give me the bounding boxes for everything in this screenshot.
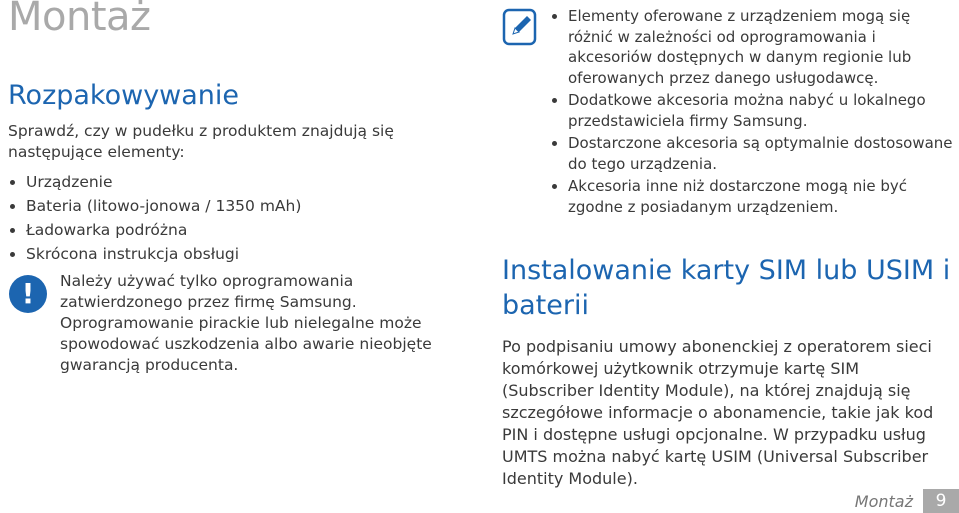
warning-note: [8, 271, 478, 376]
right-column: [502, 6, 954, 490]
bullet-icon: [10, 252, 15, 257]
unpacking-intro: Sprawdź, czy w pudełku z produktem znajdują się następujące elementy:: [8, 122, 394, 162]
warning-text: Należy używać tylko oprogramowania zatwierdzonego przez firmę Samsung. Oprogramowanie pirackie lub nielegalne może spowodować uszkodzenia albo awarie nieobjęte gwarancją producenta.: [60, 272, 432, 375]
unpacking-heading: Rozpakowywanie: [8, 80, 240, 111]
unpacking-section: [8, 80, 478, 376]
list-item: Ładowarka podróżna: [8, 218, 478, 242]
list-item: Dodatkowe akcesoria można nabyć u lokalnego przedstawiciela firmy Samsung.: [550, 90, 954, 131]
page-footer: [855, 489, 959, 513]
page-number: 9: [923, 489, 959, 513]
list-item: Bateria (litowo-jonowa / 1350 mAh): [8, 194, 478, 218]
list-item: Elementy oferowane z urządzeniem mogą się różnić w zależności od oprogramowania i akcesoriów dostępnych w danym regionie lub oferowanych przez danego usługodawcę.: [550, 6, 954, 88]
chapter-title: Montaż: [8, 0, 151, 40]
list-item: Skrócona instrukcja obsługi: [8, 242, 478, 266]
bullet-icon: [552, 98, 557, 103]
footer-section-name: Montaż: [854, 491, 913, 511]
note-icon: [502, 8, 538, 46]
accessories-note: [502, 6, 954, 217]
sim-heading: Instalowanie karty SIM lub USIM i baterii: [502, 255, 951, 321]
list-item: Dostarczone akcesoria są optymalnie dostosowane do tego urządzenia.: [550, 133, 954, 174]
package-contents-list: [8, 170, 478, 266]
bullet-icon: [552, 141, 557, 146]
sim-text: Po podpisaniu umowy abonenckiej z operatorem sieci komórkowej użytkownik otrzymuje kartę SIM (Subscriber Identity Module), na której znajdują się szczegółowe informacje o abonamencie, takie jak kod PIN i dostępne usługi opcjonalne. W przypadku usług UMTS można nabyć kartę USIM (Universal Subscriber Identity Module).: [502, 337, 934, 488]
accessories-notes-list: [550, 6, 954, 217]
list-item: Akcesoria inne niż dostarczone mogą nie być zgodne z posiadanym urządzeniem.: [550, 176, 954, 217]
list-item: Urządzenie: [8, 170, 478, 194]
warning-icon: !: [9, 275, 47, 313]
bullet-icon: [552, 184, 557, 189]
bullet-icon: [552, 14, 557, 19]
bullet-icon: [10, 228, 15, 233]
bullet-icon: [10, 180, 15, 185]
bullet-icon: [10, 204, 15, 209]
